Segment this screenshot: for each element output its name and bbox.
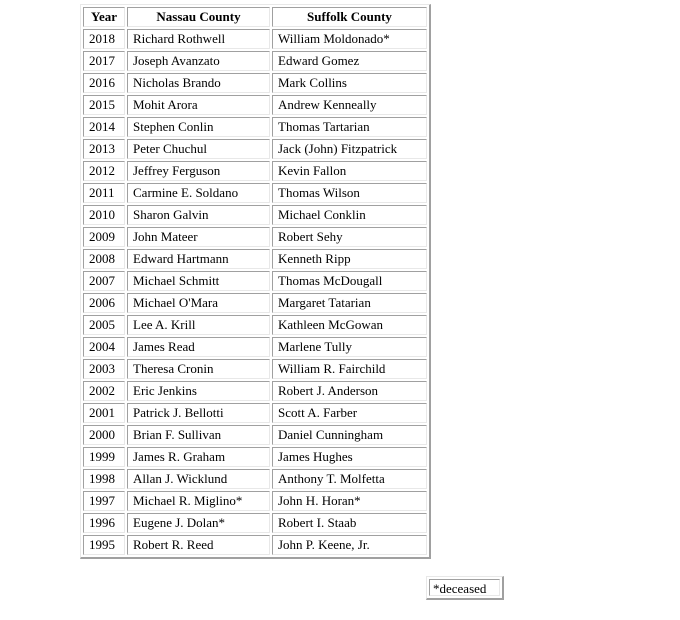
year-cell: 2007 (83, 271, 125, 291)
suffolk-name-cell: Thomas Tartarian (272, 117, 427, 137)
nassau-name-cell: James R. Graham (127, 447, 270, 467)
table-row (83, 381, 427, 401)
suffolk-name-cell: Daniel Cunningham (272, 425, 427, 445)
nassau-name-cell: Stephen Conlin (127, 117, 270, 137)
year-cell: 2010 (83, 205, 125, 225)
suffolk-name-cell: Robert Sehy (272, 227, 427, 247)
year-cell: 2009 (83, 227, 125, 247)
year-cell: 2012 (83, 161, 125, 181)
nassau-name-cell: Joseph Avanzato (127, 51, 270, 71)
year-cell: 2016 (83, 73, 125, 93)
table-row (83, 271, 427, 291)
suffolk-name-cell: Scott A. Farber (272, 403, 427, 423)
table-row (83, 51, 427, 71)
nassau-name-cell: Jeffrey Ferguson (127, 161, 270, 181)
suffolk-name-cell: Kenneth Ripp (272, 249, 427, 269)
year-cell: 2000 (83, 425, 125, 445)
table-row (83, 249, 427, 269)
nassau-name-cell: Edward Hartmann (127, 249, 270, 269)
table-row (83, 403, 427, 423)
nassau-name-cell: Eric Jenkins (127, 381, 270, 401)
table-row (83, 117, 427, 137)
table-row (83, 359, 427, 379)
suffolk-name-cell: Andrew Kenneally (272, 95, 427, 115)
nassau-name-cell: Mohit Arora (127, 95, 270, 115)
table-row (83, 447, 427, 467)
table-row (83, 337, 427, 357)
suffolk-name-cell: William Moldonado* (272, 29, 427, 49)
table-row (83, 29, 427, 49)
suffolk-name-cell: Robert I. Staab (272, 513, 427, 533)
year-cell: 2005 (83, 315, 125, 335)
table-row (83, 469, 427, 489)
year-cell: 2006 (83, 293, 125, 313)
year-cell: 2013 (83, 139, 125, 159)
nassau-name-cell: Michael O'Mara (127, 293, 270, 313)
recipients-table (80, 4, 431, 559)
nassau-name-cell: Michael R. Miglino* (127, 491, 270, 511)
table-row (83, 95, 427, 115)
table-row (83, 293, 427, 313)
suffolk-name-cell: John H. Horan* (272, 491, 427, 511)
year-cell: 1999 (83, 447, 125, 467)
nassau-column-header: Nassau County (127, 7, 270, 27)
table-row (83, 139, 427, 159)
year-cell: 2004 (83, 337, 125, 357)
year-column-header: Year (83, 7, 125, 27)
year-cell: 2008 (83, 249, 125, 269)
recipients-table-container (80, 4, 431, 559)
year-cell: 2001 (83, 403, 125, 423)
suffolk-name-cell: Marlene Tully (272, 337, 427, 357)
year-cell: 2002 (83, 381, 125, 401)
table-body (83, 29, 427, 555)
table-row (83, 491, 427, 511)
suffolk-name-cell: Anthony T. Molfetta (272, 469, 427, 489)
year-cell: 2015 (83, 95, 125, 115)
suffolk-name-cell: James Hughes (272, 447, 427, 467)
suffolk-name-cell: William R. Fairchild (272, 359, 427, 379)
suffolk-column-header: Suffolk County (272, 7, 427, 27)
nassau-name-cell: Peter Chuchul (127, 139, 270, 159)
table-row (83, 161, 427, 181)
nassau-name-cell: Brian F. Sullivan (127, 425, 270, 445)
table-row (83, 425, 427, 445)
nassau-name-cell: Richard Rothwell (127, 29, 270, 49)
nassau-name-cell: Robert R. Reed (127, 535, 270, 555)
suffolk-name-cell: Margaret Tatarian (272, 293, 427, 313)
year-cell: 1998 (83, 469, 125, 489)
nassau-name-cell: Sharon Galvin (127, 205, 270, 225)
year-cell: 1997 (83, 491, 125, 511)
year-cell: 2003 (83, 359, 125, 379)
table-header-row (83, 7, 427, 27)
suffolk-name-cell: Kevin Fallon (272, 161, 427, 181)
nassau-name-cell: Eugene J. Dolan* (127, 513, 270, 533)
nassau-name-cell: James Read (127, 337, 270, 357)
suffolk-name-cell: Robert J. Anderson (272, 381, 427, 401)
nassau-name-cell: John Mateer (127, 227, 270, 247)
table-row (83, 73, 427, 93)
year-cell: 1995 (83, 535, 125, 555)
table-row (83, 535, 427, 555)
table-row (83, 513, 427, 533)
table-row (83, 205, 427, 225)
year-cell: 2014 (83, 117, 125, 137)
nassau-name-cell: Allan J. Wicklund (127, 469, 270, 489)
suffolk-name-cell: Thomas Wilson (272, 183, 427, 203)
table-row (83, 315, 427, 335)
table-row (83, 183, 427, 203)
suffolk-name-cell: Jack (John) Fitzpatrick (272, 139, 427, 159)
year-cell: 2011 (83, 183, 125, 203)
suffolk-name-cell: Michael Conklin (272, 205, 427, 225)
nassau-name-cell: Lee A. Krill (127, 315, 270, 335)
nassau-name-cell: Nicholas Brando (127, 73, 270, 93)
suffolk-name-cell: John P. Keene, Jr. (272, 535, 427, 555)
deceased-note-box (426, 576, 504, 600)
suffolk-name-cell: Kathleen McGowan (272, 315, 427, 335)
year-cell: 2018 (83, 29, 125, 49)
year-cell: 1996 (83, 513, 125, 533)
nassau-name-cell: Carmine E. Soldano (127, 183, 270, 203)
suffolk-name-cell: Edward Gomez (272, 51, 427, 71)
year-cell: 2017 (83, 51, 125, 71)
suffolk-name-cell: Thomas McDougall (272, 271, 427, 291)
nassau-name-cell: Michael Schmitt (127, 271, 270, 291)
deceased-note: *deceased (429, 579, 500, 596)
table-row (83, 227, 427, 247)
nassau-name-cell: Theresa Cronin (127, 359, 270, 379)
nassau-name-cell: Patrick J. Bellotti (127, 403, 270, 423)
suffolk-name-cell: Mark Collins (272, 73, 427, 93)
